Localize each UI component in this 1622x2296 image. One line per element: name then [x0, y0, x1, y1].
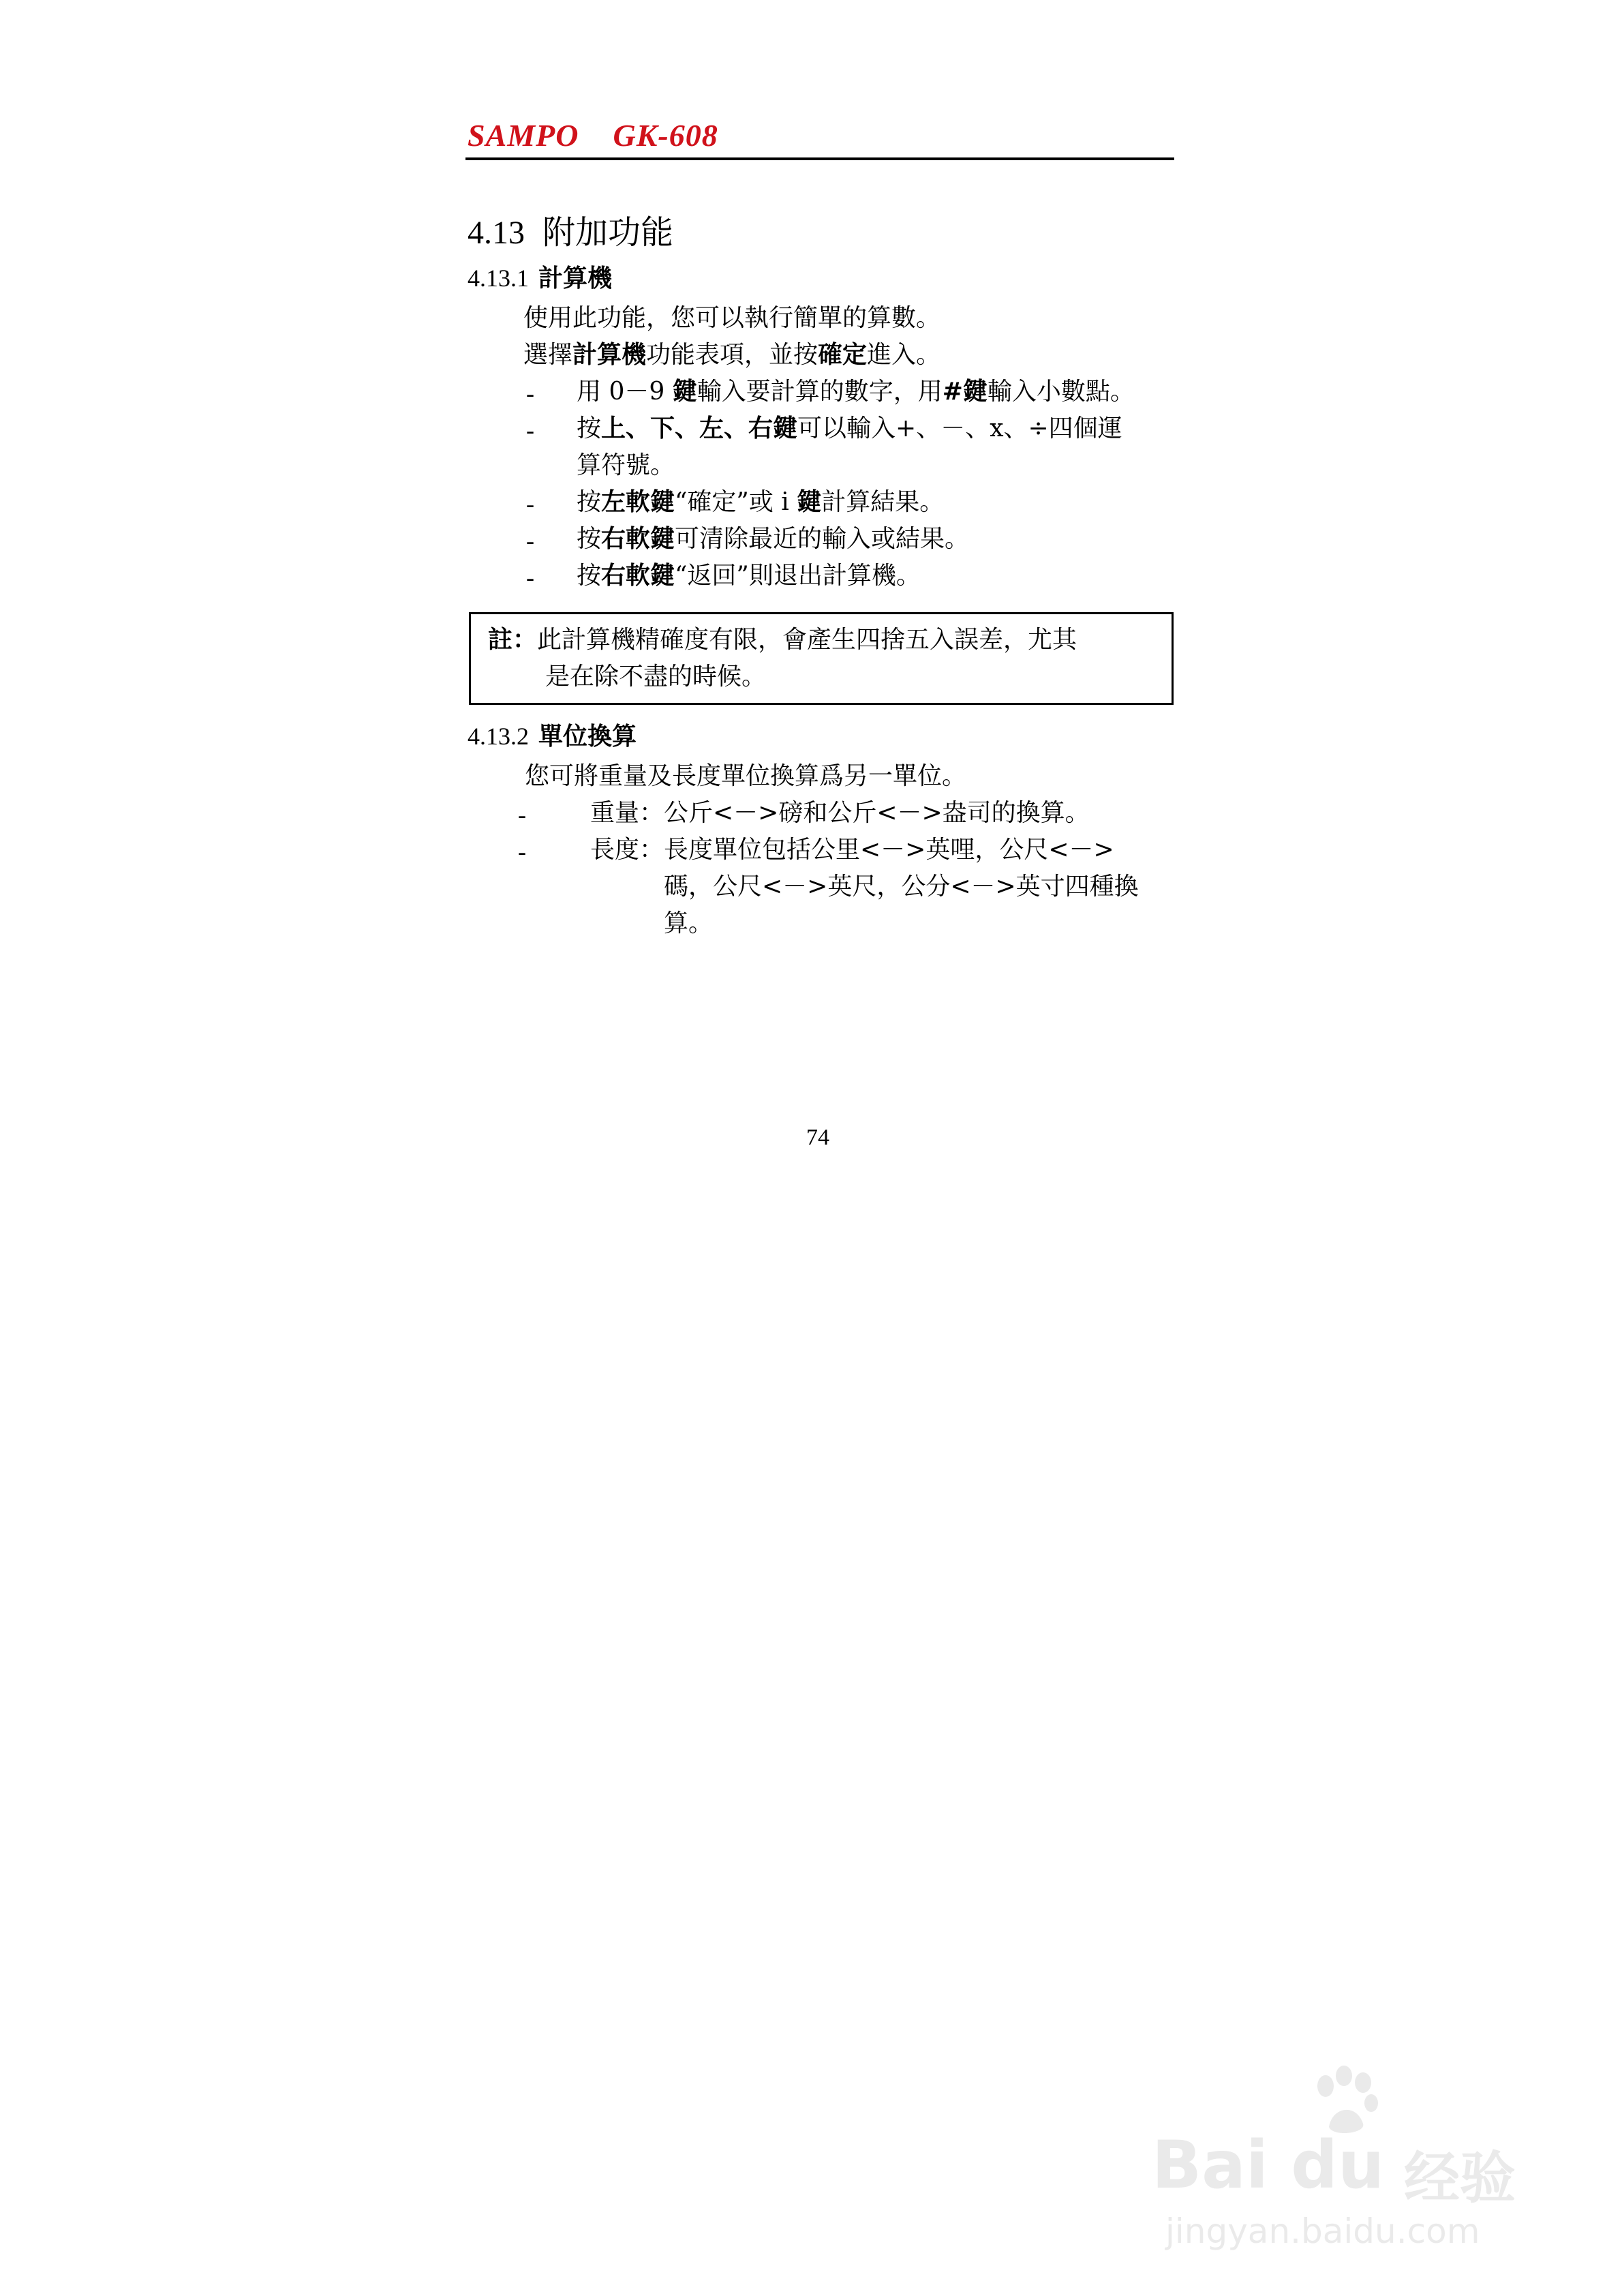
bullet-dash: - — [518, 801, 526, 828]
brand-name: SAMPO — [468, 118, 579, 153]
units-title: 單位換算 — [538, 723, 637, 751]
header-rule — [465, 157, 1174, 160]
bullet-dash: - — [518, 838, 526, 865]
menu-name: 計算機 — [572, 341, 647, 369]
text-span: “確定”或 i — [675, 488, 797, 516]
text-span: 用 0－9 — [577, 378, 673, 406]
key-name: 左軟鍵 — [601, 488, 675, 516]
key-name: 上、下、左、右鍵 — [601, 414, 798, 442]
calc-intro: 使用此功能，您可以執行簡單的算數。 — [523, 304, 941, 332]
key-name: 鍵 — [797, 488, 822, 516]
text-span: 功能表項，並按 — [646, 341, 818, 369]
key-name: 鍵 — [672, 378, 697, 406]
text-span: “返回”則退出計算機。 — [675, 562, 921, 590]
model-name: GK-608 — [613, 118, 718, 153]
note-label: 註： — [488, 626, 538, 654]
key-name: 右軟鍵 — [601, 525, 675, 553]
text-span: 輸入小數點。 — [987, 378, 1135, 406]
bullet-dash: - — [526, 564, 534, 591]
units-number: 4.13.2 — [468, 723, 529, 750]
calc-bullet-3 — [577, 484, 944, 521]
page-number: 74 — [806, 1125, 829, 1150]
confirm-key-name: 確定 — [818, 341, 868, 369]
key-name: #鍵 — [942, 378, 988, 406]
weight-line — [590, 795, 1090, 832]
text-span: 長度單位包括公里<－>英哩，公尺<－> — [664, 836, 1114, 864]
calc-heading — [468, 259, 612, 294]
watermark-logo: Bai du — [1152, 2127, 1385, 2203]
key-name: 右軟鍵 — [601, 562, 675, 590]
text-span: 按 — [577, 525, 602, 553]
text-span: 選擇 — [523, 341, 573, 369]
text-span: 此計算機精確度有限，會產生四捨五入誤差，尤其 — [537, 626, 1077, 654]
text-span: 公斤<－>磅和公斤<－>盎司的換算。 — [664, 799, 1090, 827]
length-line-1 — [590, 832, 1114, 868]
units-heading — [468, 717, 637, 752]
bullet-dash: - — [526, 380, 534, 407]
header-title — [468, 117, 718, 153]
bullet-dash: - — [526, 490, 534, 517]
calc-select-line — [523, 337, 940, 374]
units-intro: 您可將重量及長度單位換算爲另一單位。 — [525, 762, 967, 790]
text-span: 按 — [577, 488, 602, 516]
section-heading — [468, 206, 673, 253]
watermark-brand: 经验 — [1404, 2146, 1516, 2211]
baidu-watermark — [1152, 2066, 1547, 2256]
length-line-3: 算。 — [664, 909, 714, 937]
text-span: 重量： — [590, 799, 664, 827]
bullet-dash: - — [526, 527, 534, 554]
calc-title: 計算機 — [538, 265, 613, 292]
text-span: 可以輸入+、－、x、÷四個運 — [797, 414, 1122, 442]
section-number: 4.13 — [468, 215, 525, 251]
text-span: 計算結果。 — [821, 488, 945, 516]
calc-bullet-1 — [577, 374, 1135, 410]
text-span: 可清除最近的輸入或結果。 — [675, 525, 970, 553]
calc-bullet-2 — [577, 410, 1122, 447]
watermark-url: jingyan.baidu.com — [1165, 2211, 1480, 2251]
length-line-2: 碼，公尺<－>英尺，公分<－>英寸四種換 — [664, 873, 1139, 901]
section-title: 附加功能 — [542, 213, 674, 252]
text-span: 長度： — [590, 836, 664, 864]
text-span: 按 — [577, 562, 602, 590]
bullet-dash: - — [526, 417, 534, 444]
note-line-2: 是在除不盡的時候。 — [545, 663, 767, 691]
calc-bullet-2-cont: 算符號。 — [577, 451, 675, 479]
text-span: 進入。 — [867, 341, 941, 369]
text-span: 按 — [577, 414, 602, 442]
calc-bullet-4 — [577, 521, 969, 558]
calc-bullet-5 — [577, 558, 921, 594]
text-span: 輸入要計算的數字，用 — [697, 378, 943, 406]
calc-number: 4.13.1 — [468, 265, 529, 292]
note-line-1 — [488, 622, 1077, 659]
